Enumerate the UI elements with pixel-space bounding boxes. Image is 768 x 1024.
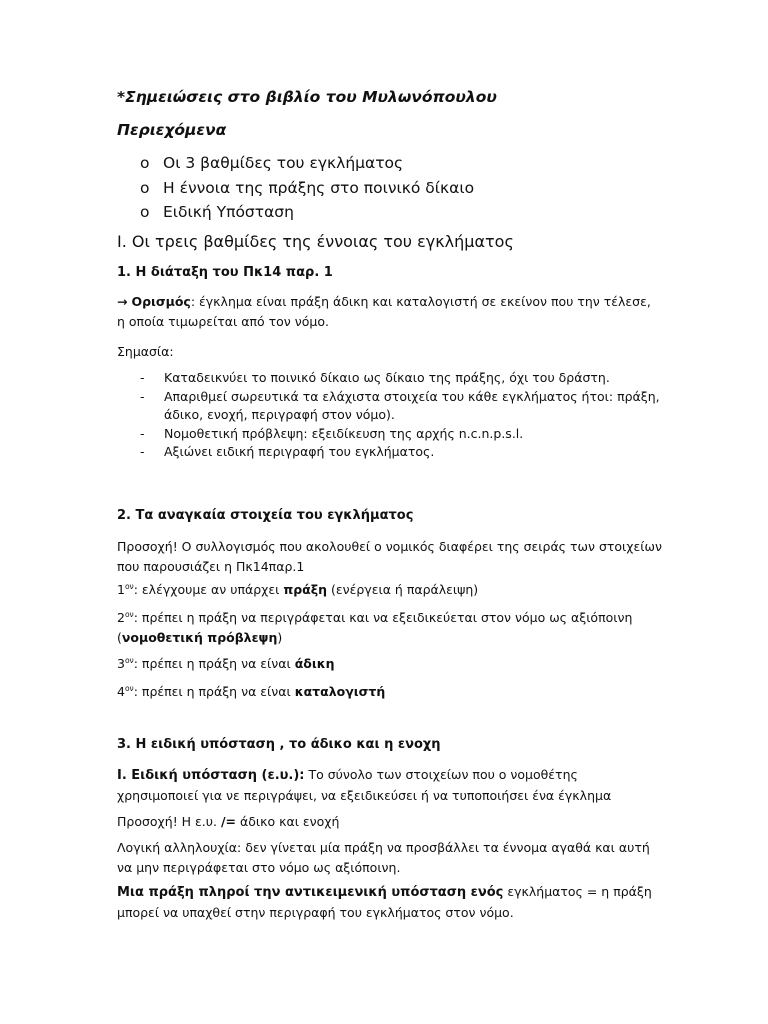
list-item-text: Αξιώνει ειδική περιγραφή του εγκλήματος.: [164, 444, 435, 459]
heading-provision: 1. Η διάταξη του Πκ14 παρ. 1: [117, 265, 333, 280]
dash-bullet: -: [140, 425, 145, 441]
significance-list: [140, 369, 660, 462]
note-title: *Σημειώσεις στο βιβλίο του Μυλωνόπουλου: [117, 88, 497, 106]
contents-title: Περιεχόμενα: [117, 121, 227, 139]
step-paragraph: [117, 682, 662, 702]
fulfilment-text: εγκλήματος = η πράξη μπορεί να υπαχθεί στην περιγραφή του εγκλήματος στον νόμο.: [117, 884, 652, 920]
attention-eu-paragraph: [117, 812, 662, 832]
step-text: : πρέπει η πράξη να είναι: [133, 684, 295, 699]
list-item: [140, 425, 660, 444]
step-ordinal: ον: [124, 581, 134, 591]
list-item-text: Απαριθμεί σωρευτικά τα ελάχιστα στοιχεία του κάθε εγκλήματος ήτοι: πράξη, άδικο, ενοχή, περιγραφή στον νόμο).: [164, 388, 660, 422]
toc-item: [140, 200, 685, 225]
not-equal-symbol: /=: [220, 814, 237, 829]
dash-bullet: -: [140, 388, 145, 404]
section-title: Ι. Οι τρεις βαθμίδες της έννοιας του εγκλήματος: [117, 232, 514, 251]
list-item-text: Νομοθετική πρόβλεψη: εξειδίκευση της αρχής n.c.n.p.s.l.: [164, 425, 524, 441]
arrow-right-icon: →: [117, 294, 128, 309]
step-text: : ελέγχουμε αν υπάρχει: [133, 582, 284, 597]
step-paragraph: [117, 654, 662, 674]
toc-item-label: Οι 3 βαθμίδες του εγκλήματος: [163, 154, 404, 172]
bullet-icon: o: [140, 203, 150, 221]
step-paragraph: [117, 580, 662, 600]
toc-item: [140, 151, 685, 176]
toc-item: [140, 176, 685, 201]
significance-label: Σημασία:: [117, 344, 174, 359]
step-keyword: πράξη: [283, 582, 328, 597]
toc-item-label: Ειδική Υπόσταση: [163, 203, 294, 221]
eu-term: Ι. Ειδική υπόσταση (ε.υ.):: [117, 768, 305, 783]
step-number: 4: [117, 684, 125, 699]
fulfilment-term: Μια πράξη πληροί την αντικειμενική υπόσταση ενός: [117, 885, 504, 900]
step-number: 2: [117, 610, 125, 625]
step-text: : πρέπει η πράξη να περιγράφεται και να εξειδικεύεται στον νόμο ως αξιόποινη (: [117, 610, 633, 645]
dash-bullet: -: [140, 370, 145, 385]
toc-item-label: Η έννοια της πράξης στο ποινικό δίκαιο: [163, 178, 475, 197]
dash-bullet: -: [140, 444, 145, 459]
definition-term: Ορισμός: [131, 294, 191, 309]
step-ordinal: ον: [124, 683, 134, 693]
definition-paragraph: [117, 292, 662, 332]
step-paragraph: [117, 608, 662, 648]
fulfilment-paragraph: [117, 882, 662, 923]
eu-definition-paragraph: [117, 765, 662, 806]
attention-paragraph: Προσοχή! Ο συλλογισμός που ακολουθεί ο νομικός διαφέρει της σειράς των στοιχείων που παρουσιάζει η Πκ14παρ.1: [117, 539, 662, 574]
bullet-icon: o: [140, 154, 150, 172]
step-number: 1: [117, 582, 125, 597]
list-item: [140, 443, 660, 462]
step-text-after: (ενέργεια ή παράλειψη): [327, 582, 479, 597]
step-ordinal: ον: [124, 655, 134, 665]
step-keyword: άδικη: [294, 656, 335, 671]
heading-elements: 2. Τα αναγκαία στοιχεία του εγκλήματος: [117, 508, 414, 523]
attention-text: Προσοχή! Η ε.υ.: [117, 814, 221, 829]
table-of-contents: [140, 151, 685, 225]
list-item-text: Καταδεικνύει το ποινικό δίκαιο ως δίκαιο της πράξης, όχι του δράστη.: [164, 370, 610, 385]
definition-text: : έγκλημα είναι πράξη άδικη και καταλογιστή σε εκείνον που την τέλεσε, η οποία τιμωρείται από τον νόμο.: [117, 294, 651, 329]
step-keyword: νομοθετική πρόβλεψη: [121, 630, 278, 645]
step-ordinal: ον: [124, 609, 134, 619]
heading-special-offence: 3. Η ειδική υπόσταση , το άδικο και η ενοχη: [117, 737, 441, 752]
bullet-icon: o: [140, 178, 150, 197]
step-text-after: ): [277, 630, 283, 645]
logic-paragraph: Λογική αλληλουχία: δεν γίνεται μία πράξη να προσβάλλει τα έννομα αγαθά και αυτή να μην περιγράφεται στο νόμο ως αξιόποινη.: [117, 840, 650, 875]
step-keyword: καταλογιστή: [294, 684, 386, 699]
step-text: : πρέπει η πράξη να είναι: [133, 656, 295, 671]
list-item: [140, 388, 660, 425]
eu-text: Το σύνολο των στοιχείων που ο νομοθέτης χρησιμοποιεί για νε περιγράψει, να εξειδικεύσει ή να τυποποιήσει ένα έγκλημα: [117, 767, 612, 803]
attention-text-after: άδικο και ενοχή: [236, 814, 340, 829]
step-number: 3: [117, 656, 125, 671]
list-item: [140, 369, 660, 388]
